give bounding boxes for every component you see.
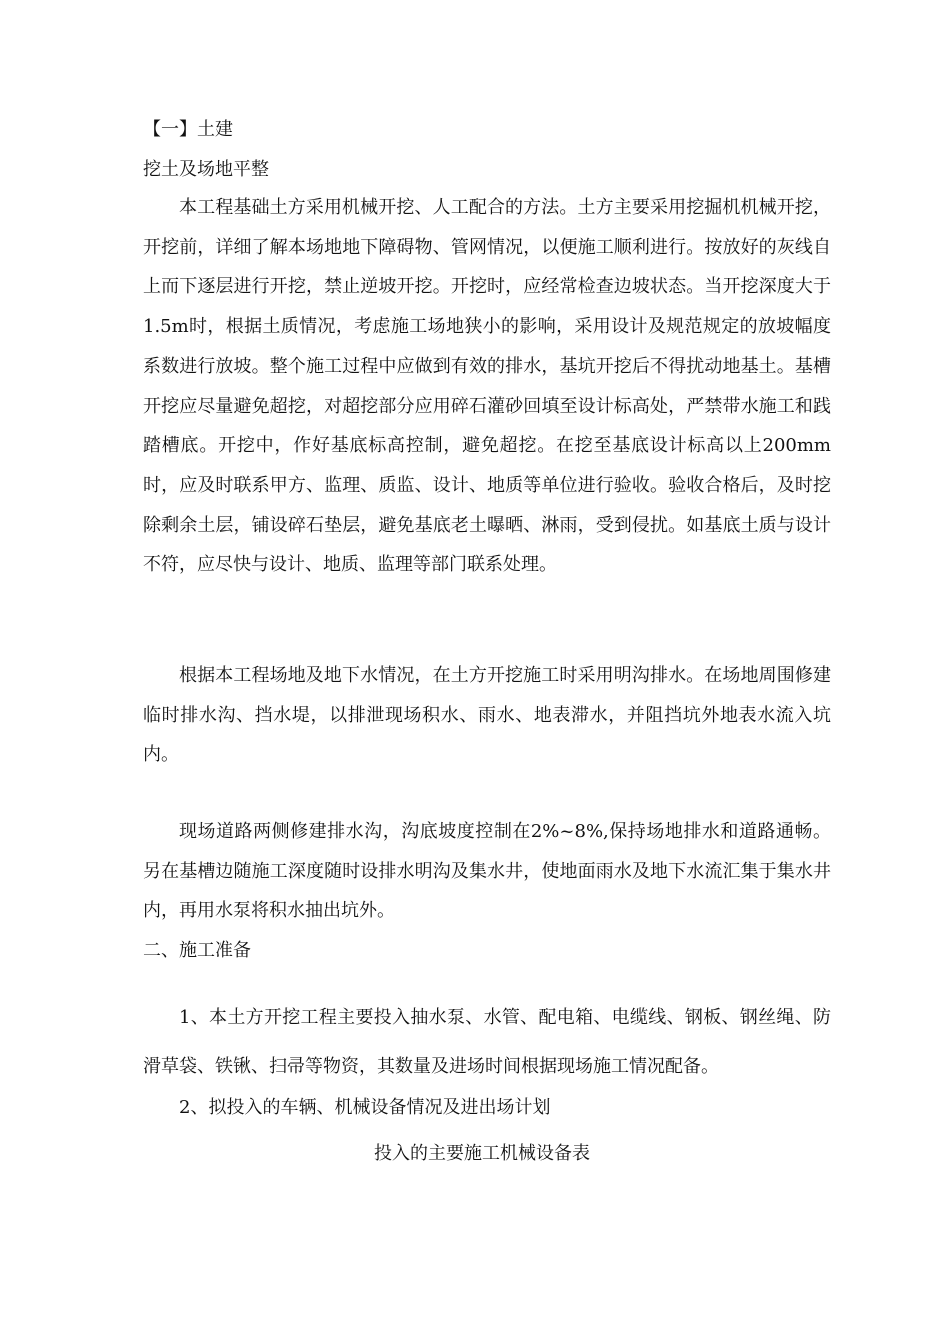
section-preparation-heading: 二、施工准备: [143, 940, 251, 961]
paragraph-drainage: 根据本工程场地及地下水情况，在土方开挖施工时采用明沟排水。在场地周围修建临时排水沟、挡水堤，以排泄现场积水、雨水、地表滞水，并阻挡坑外地表水流入坑内。: [143, 665, 831, 766]
table-title: 投入的主要施工机械设备表: [374, 1143, 590, 1164]
subsection-heading: 挖土及场地平整: [143, 159, 269, 180]
paragraph-excavation: 本工程基础土方采用机械开挖、人工配合的方法。土方主要采用挖掘机机械开挖，开挖前，详细了解本场地地下障碍物、管网情况，以便施工顺利进行。按放好的灰线自上而下逐层进行开挖，禁止逆坡开挖。开挖时，应经常检查边坡状态。当开挖深度大于1.5m时，根据土质情况，考虑施工场地狭小的影响，采用设计及规范规定的放坡幅度系数进行放坡。整个施工过程中应做到有效的排水，基坑开挖后不得扰动地基土。基槽开挖应尽量避免超挖，对超挖部分应用碎石灌砂回填至设计标高处，严禁带水施工和践踏槽底。开挖中，作好基底标高控制，避免超挖。在挖至基底设计标高以上200mm时，应及时联系甲方、监理、质监、设计、地质等单位进行验收。验收合格后，及时挖除剩余土层，铺设碎石垫层，避免基底老土曝晒、淋雨，受到侵扰。如基底土质与设计不符，应尽快与设计、地质、监理等部门联系处理。: [143, 197, 831, 576]
section-heading: 【一】土建: [143, 119, 233, 140]
list-item-materials: 1、本土方开挖工程主要投入抽水泵、水管、配电箱、电缆线、钢板、钢丝绳、防滑草袋、铁锹、扫帚等物资，其数量及进场时间根据现场施工情况配备。: [143, 1007, 831, 1077]
paragraph-road-drainage: 现场道路两侧修建排水沟，沟底坡度控制在2%~8%,保持场地排水和道路通畅。另在基槽边随施工深度随时设排水明沟及集水井，使地面雨水及地下水流汇集于集水井内，再用水泵将积水抽出坑外。: [143, 821, 831, 922]
list-item-equipment-plan: 2、拟投入的车辆、机械设备情况及进出场计划: [179, 1097, 551, 1118]
